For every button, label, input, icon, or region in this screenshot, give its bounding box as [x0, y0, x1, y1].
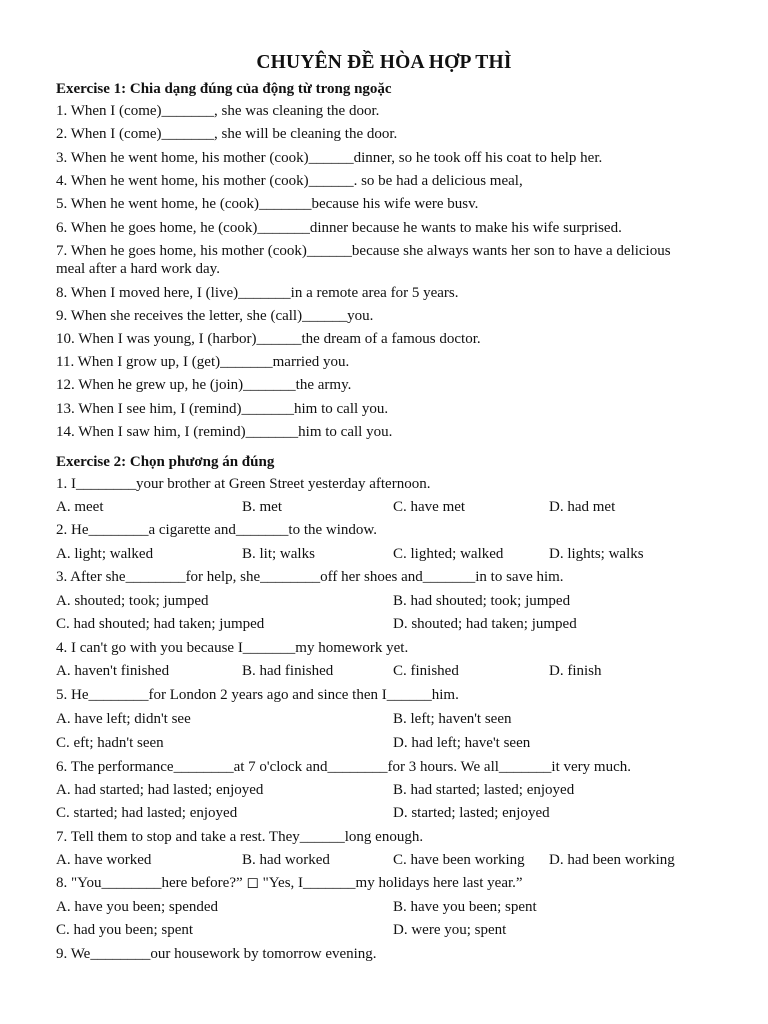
option-c: C. eft; hadn't seen: [56, 735, 164, 751]
exercise-1-item: 12. When he grew up, he (join)_______the army.: [56, 377, 352, 393]
exercise-1-item: 6. When he goes home, he (cook)_______dinner because he wants to make his wife surprised.: [56, 220, 622, 236]
exercise-2-heading: Exercise 2: Chọn phương án đúng: [56, 454, 275, 470]
option-a: A. shouted; took; jumped: [56, 593, 209, 609]
option-b: B. had finished: [242, 663, 334, 679]
option-d: D. shouted; had taken; jumped: [393, 616, 577, 632]
option-a: A. light; walked: [56, 546, 154, 562]
option-c: C. lighted; walked: [393, 546, 504, 562]
answer-options: [56, 897, 736, 917]
option-d: D. finish: [549, 663, 602, 679]
option-b: B. had shouted; took; jumped: [393, 593, 571, 609]
option-d: D. lights; walks: [549, 546, 644, 562]
option-d: D. had been working: [549, 852, 675, 868]
question-text: 4. I can't go with you because I_______my homework yet.: [56, 640, 409, 656]
answer-options: [56, 614, 736, 634]
option-d: D. were you; spent: [393, 922, 507, 938]
answer-options: [56, 544, 736, 564]
exercise-1-item: 2. When I (come)_______, she will be cleaning the door.: [56, 126, 398, 142]
exercise-1-item: 14. When I saw him, I (remind)_______him to call you.: [56, 424, 393, 440]
option-d: D. had met: [549, 499, 616, 515]
option-c: C. have been working: [393, 852, 525, 868]
exercise-1-item: 7. When he goes home, his mother (cook)______because she always wants her son to have a delicious meal after a hard work day.: [56, 243, 671, 277]
exercise-1-item: 13. When I see him, I (remind)_______him to call you.: [56, 401, 389, 417]
answer-options: [56, 850, 736, 870]
option-a: A. have worked: [56, 852, 152, 868]
question-text: 8. "You________here before?” ◻ "Yes, I_______my holidays here last year.”: [56, 875, 523, 891]
question-text: 2. He________a cigarette and_______to the window.: [56, 522, 378, 538]
question-text: 9. We________our housework by tomorrow evening.: [56, 946, 377, 962]
option-b: B. had worked: [242, 852, 330, 868]
exercise-1-item: 1. When I (come)_______, she was cleaning the door.: [56, 103, 380, 119]
answer-options: [56, 733, 736, 753]
option-c: C. have met: [393, 499, 466, 515]
option-b: B. have you been; spent: [393, 899, 537, 915]
answer-options: [56, 803, 736, 823]
option-d: D. had left; have't seen: [393, 735, 531, 751]
answer-options: [56, 780, 736, 800]
option-a: A. had started; had lasted; enjoyed: [56, 782, 264, 798]
option-b: B. lit; walks: [242, 546, 315, 562]
question-text: 3. After she________for help, she________off her shoes and_______in to save him.: [56, 569, 564, 585]
question-text: 7. Tell them to stop and take a rest. They______long enough.: [56, 829, 424, 845]
exercise-1-item: 11. When I grow up, I (get)_______married you.: [56, 354, 350, 370]
option-b: B. had started; lasted; enjoyed: [393, 782, 575, 798]
answer-options: [56, 920, 736, 940]
answer-options: [56, 661, 736, 681]
exercise-1-item: 4. When he went home, his mother (cook)______. so be had a delicious meal,: [56, 173, 523, 189]
answer-options: [56, 591, 736, 611]
page-title: CHUYÊN ĐỀ HÒA HỢP THÌ: [256, 52, 512, 73]
exercise-1-item: 10. When I was young, I (harbor)______the dream of a famous doctor.: [56, 331, 481, 347]
answer-options: [56, 497, 736, 517]
option-d: D. started; lasted; enjoyed: [393, 805, 550, 821]
exercise-1-item: 9. When she receives the letter, she (call)______you.: [56, 308, 374, 324]
option-c: C. started; had lasted; enjoyed: [56, 805, 238, 821]
option-c: C. had shouted; had taken; jumped: [56, 616, 265, 632]
answer-options: [56, 709, 736, 729]
question-text: 1. I________your brother at Green Street yesterday afternoon.: [56, 476, 431, 492]
option-c: C. finished: [393, 663, 459, 679]
exercise-1-item: 8. When I moved here, I (live)_______in a remote area for 5 years.: [56, 285, 459, 301]
exercise-1-heading: Exercise 1: Chia dạng đúng của động từ trong ngoặc: [56, 81, 392, 97]
question-text: 5. He________for London 2 years ago and since then I______him.: [56, 687, 459, 703]
option-a: A. have you been; spended: [56, 899, 219, 915]
option-a: A. haven't finished: [56, 663, 170, 679]
question-text: 6. The performance________at 7 o'clock and________for 3 hours. We all_______it very much.: [56, 759, 631, 775]
option-a: A. have left; didn't see: [56, 711, 191, 727]
option-a: A. meet: [56, 499, 104, 515]
option-c: C. had you been; spent: [56, 922, 194, 938]
exercise-1-item: 5. When he went home, he (cook)_______because his wife were busv.: [56, 196, 479, 212]
option-b: B. left; haven't seen: [393, 711, 512, 727]
exercise-1-item: 3. When he went home, his mother (cook)______dinner, so he took off his coat to help her.: [56, 150, 603, 166]
option-b: B. met: [242, 499, 282, 515]
